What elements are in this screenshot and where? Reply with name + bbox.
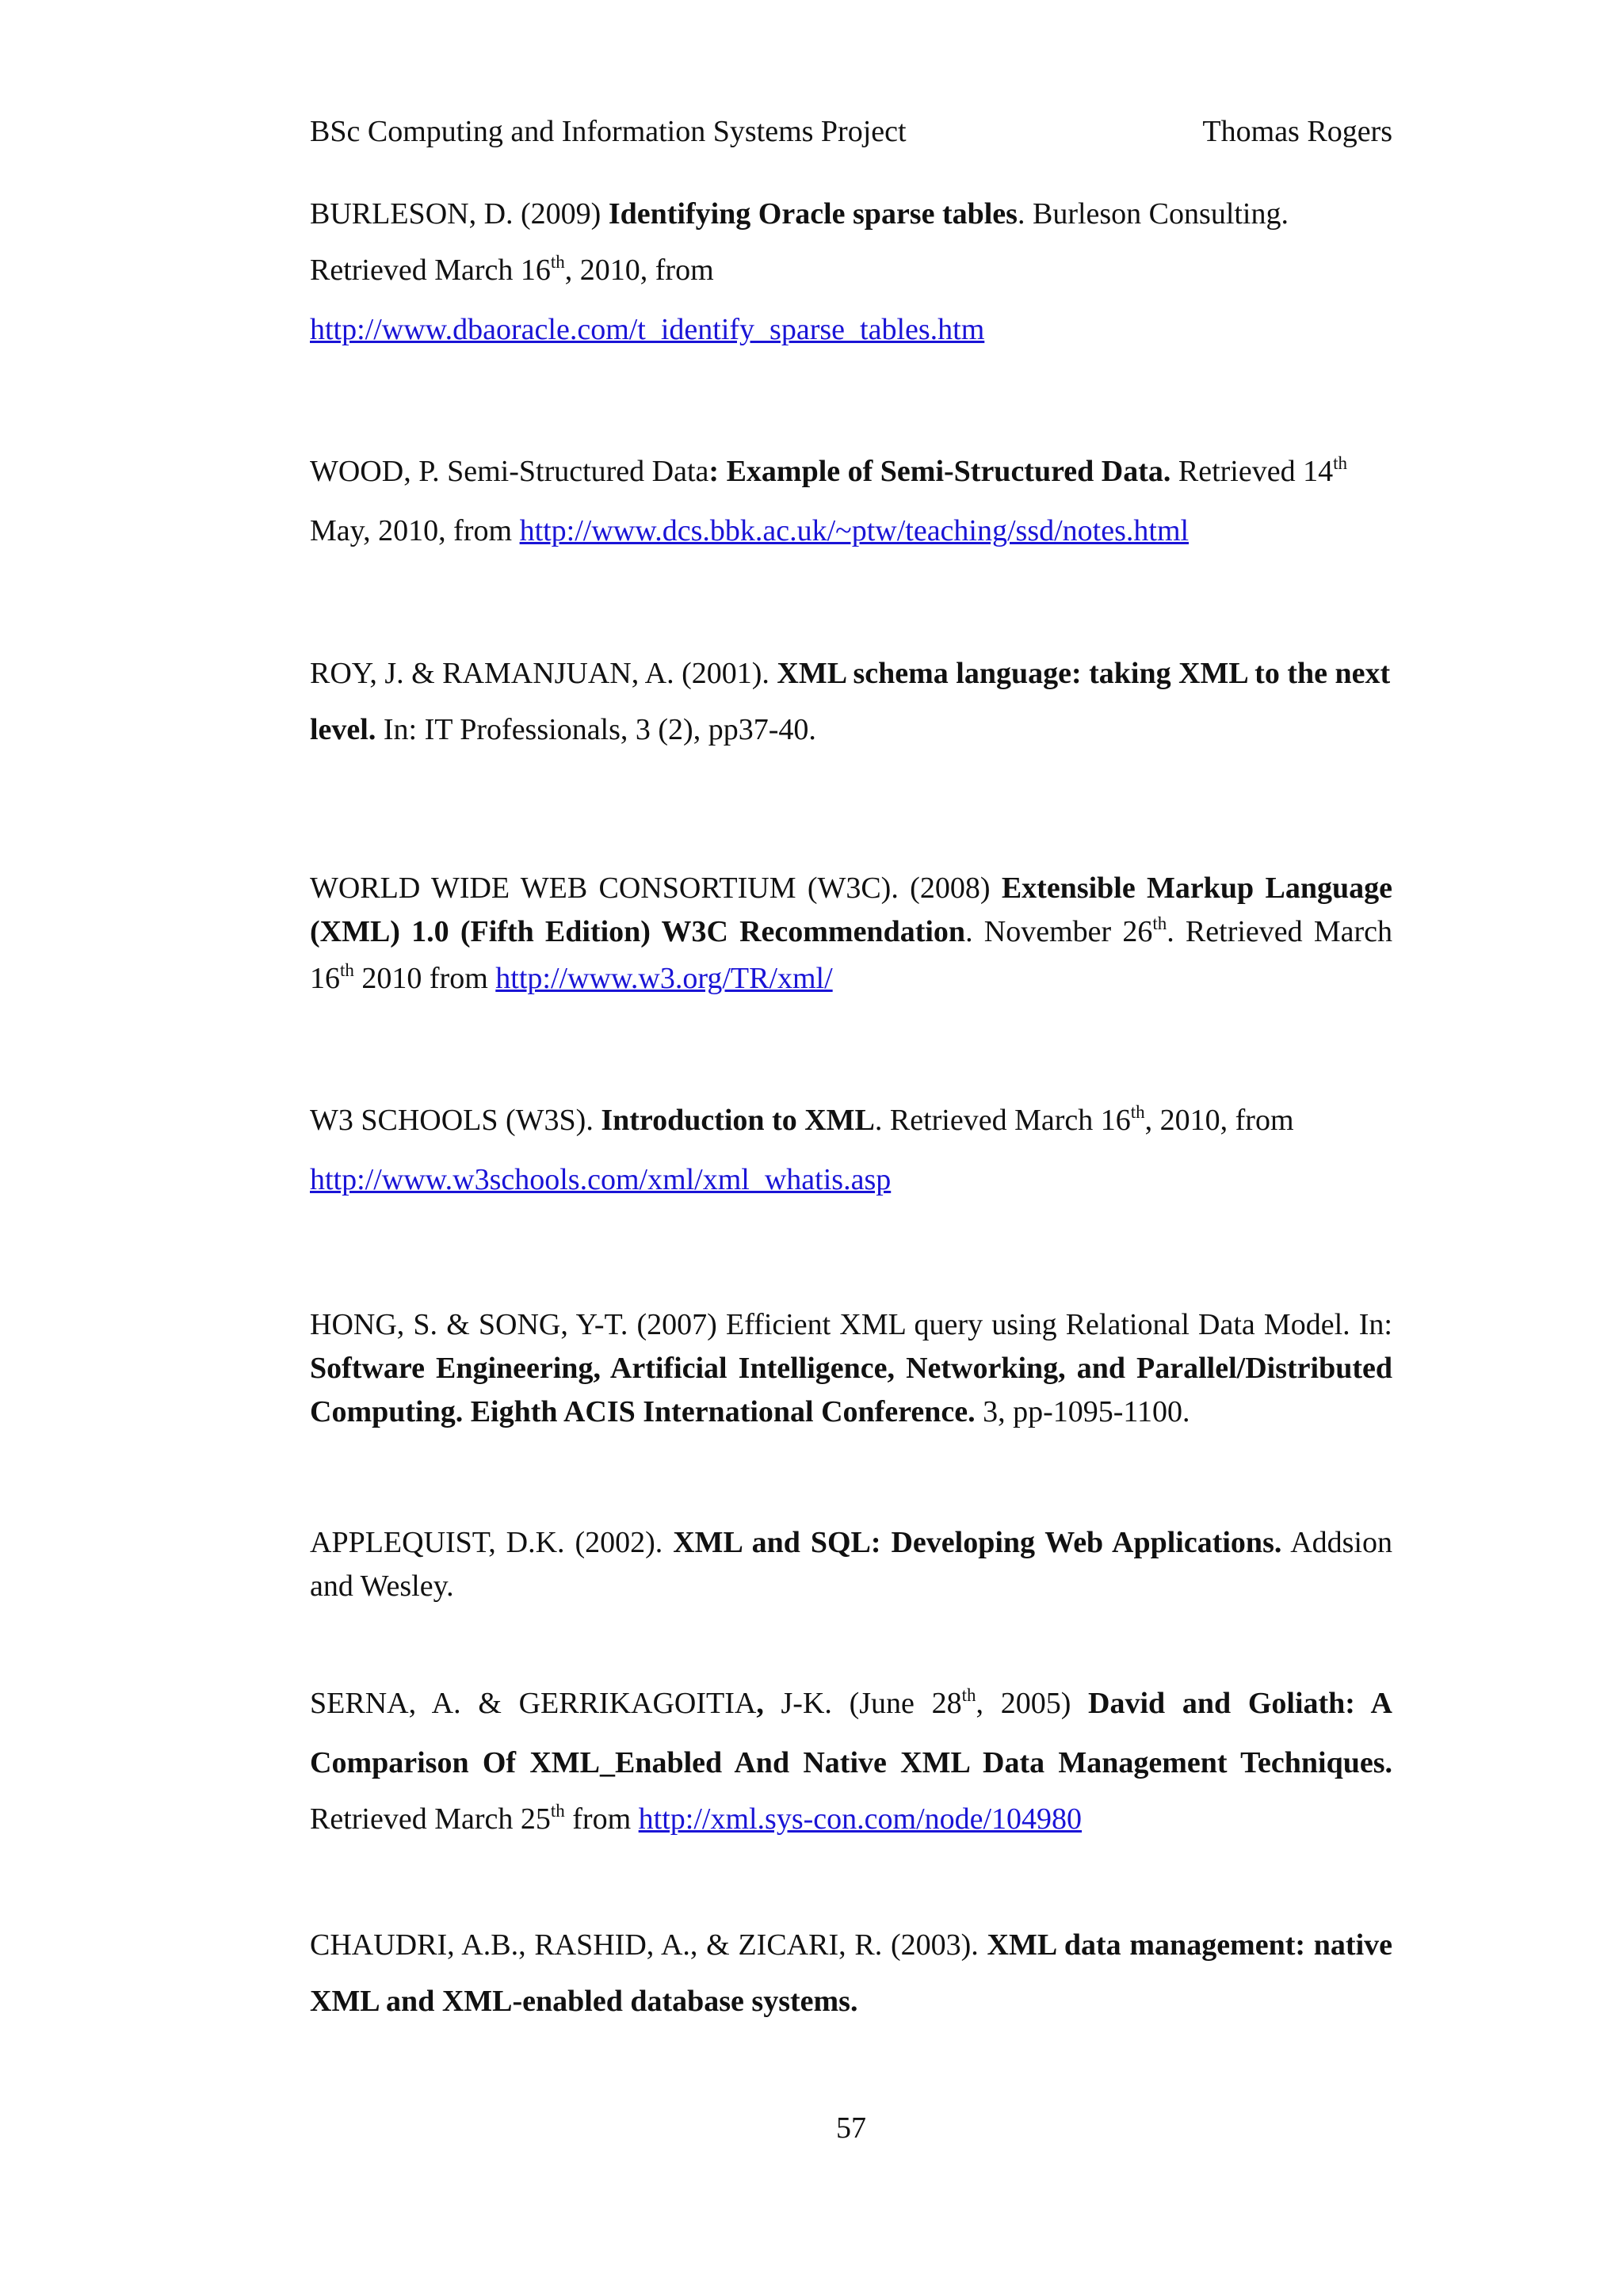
reference-title: David and Goliath: A Comparison Of XML_Enabled And Native XML Data Management Techniques. [310, 1687, 1392, 1779]
reference-link[interactable]: http://www.dcs.bbk.ac.uk/~ptw/teaching/ssd/notes.html [519, 514, 1190, 547]
reference-title: Identifying Oracle sparse tables [608, 197, 1018, 231]
reference-link[interactable]: http://www.w3.org/TR/xml/ [495, 962, 833, 995]
reference-burleson: BURLESON, D. (2009) Identifying Oracle sparse tables. Burleson Consulting. Retrieved March 16th, 2010, from http://www.dbaoracle.com/t_identify_sparse_tables.htm [310, 197, 1289, 346]
page-number: 57 [836, 2111, 866, 2145]
reference-title: : Example of Semi-Structured Data. [708, 455, 1171, 488]
reference-title: Introduction to XML [601, 1104, 875, 1137]
reference-w3c: WORLD WIDE WEB CONSORTIUM (W3C). (2008) Extensible Markup Language (XML) 1.0 (Fifth Edition) W3C Recommendation. November 26th. Retrieved March 16th 2010 from http://www.w3.org/TR/xml/ [310, 871, 1393, 995]
reference-w3schools: W3 SCHOOLS (W3S). Introduction to XML. Retrieved March 16th, 2010, from http://www.w3schools.com/xml/xml_whatis.asp [310, 1102, 1294, 1196]
reference-chaudri: CHAUDRI, A.B., RASHID, A., & ZICARI, R. (2003). XML data management: native XML and XML-enabled database systems. [310, 1928, 1392, 2018]
reference-title: Extensible Markup Language (XML) 1.0 (Fifth Edition) W3C Recommendation [310, 871, 1392, 948]
reference-link[interactable]: http://www.dbaoracle.com/t_identify_sparse_tables.htm [310, 313, 985, 346]
reference-hong: HONG, S. & SONG, Y-T. (2007) Efficient XML query using Relational Data Model. In: Software Engineering, Artificial Intelligence, Networking, and Parallel/Distributed Computing. Eighth ACIS International Conference. 3, pp-1095-1100. [310, 1308, 1392, 1428]
reference-title: XML schema language: taking XML to the next level. [310, 657, 1391, 746]
reference-title: XML and SQL: Developing Web Applications. [673, 1526, 1282, 1559]
header-project-title: BSc Computing and Information Systems Project [310, 115, 907, 148]
reference-link[interactable]: http://www.w3schools.com/xml/xml_whatis.asp [310, 1163, 892, 1196]
reference-serna: SERNA, A. & GERRIKAGOITIA, J-K. (June 28th, 2005) David and Goliath: A Comparison Of XML_Enabled And Native XML Data Management Techniques. Retrieved March 25th from http://xml.sys-con.com/node/104980 [310, 1685, 1392, 1836]
reference-roy: ROY, J. & RAMANJUAN, A. (2001). XML schema language: taking XML to the next level. In: IT Professionals, 3 (2), pp37-40. [310, 657, 1391, 746]
reference-title: Software Engineering, Artificial Intelligence, Networking, and Parallel/Distributed Computing. Eighth ACIS International Conference. [310, 1352, 1392, 1428]
reference-title: XML data management: native XML and XML-enabled database systems. [310, 1928, 1392, 2018]
page-header [310, 111, 1392, 152]
header-author: Thomas Rogers [1202, 115, 1392, 148]
reference-wood: WOOD, P. Semi-Structured Data: Example of Semi-Structured Data. Retrieved 14th May, 2010, from http://www.dcs.bbk.ac.uk/~ptw/teaching/ssd/notes.html [310, 453, 1347, 547]
reference-applequist: APPLEQUIST, D.K. (2002). XML and SQL: Developing Web Applications. Addsion and Wesley. [310, 1526, 1392, 1603]
reference-link[interactable]: http://xml.sys-con.com/node/104980 [638, 1802, 1083, 1836]
